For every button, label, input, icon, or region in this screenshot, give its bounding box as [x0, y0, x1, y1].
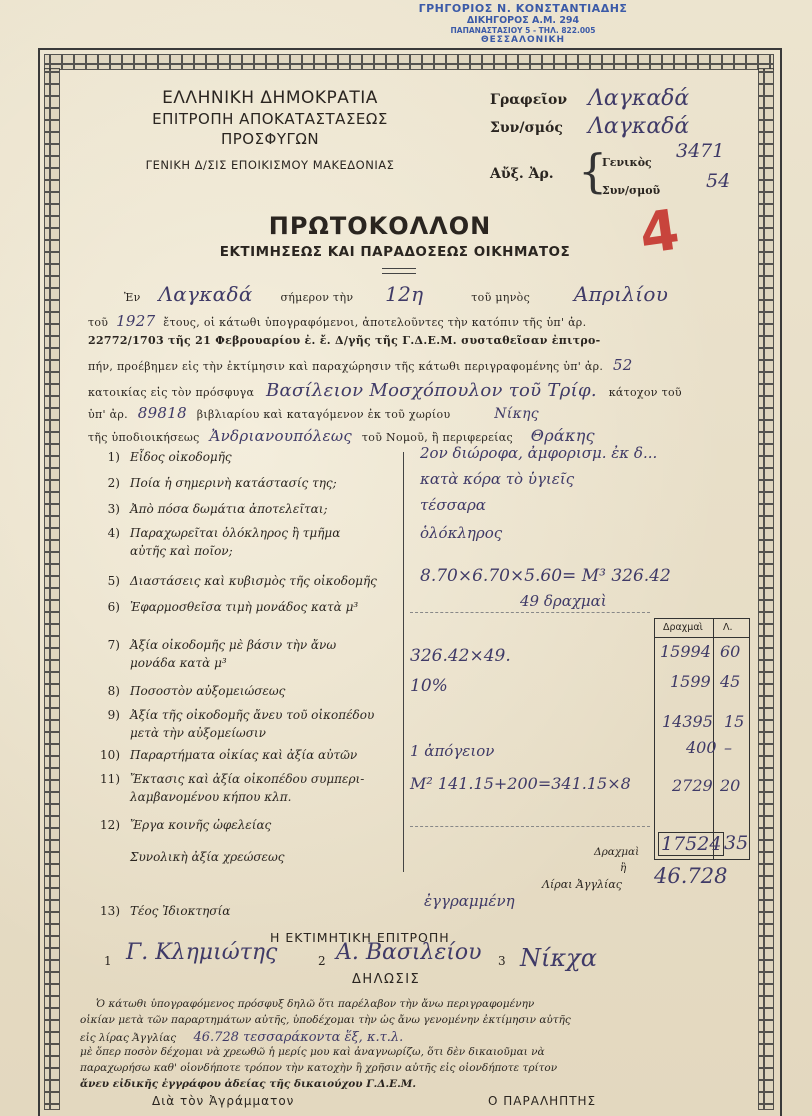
item-number: 8): [107, 684, 120, 698]
item-label-cont: μετὰ τὴν αὐξομείωσιν: [130, 726, 266, 740]
item-row-8: [96, 684, 285, 698]
header-line-4: ΓΕΝΙΚΗ Δ/ΣΙΣ ΕΠΟΙΚΙΣΜΟΥ ΜΑΚΕΔΟΝΙΑΣ: [145, 158, 395, 172]
cooperative-value: Λαγκαδά: [588, 114, 690, 139]
issuer-header: [100, 88, 440, 172]
item-row-12: [96, 818, 271, 832]
red-pencil-mark: 4: [635, 197, 684, 268]
preamble-place: Λαγκαδά: [158, 282, 253, 306]
item-number: 3): [107, 502, 120, 516]
item-label-cont: αὐτῆς καὶ ποῖον;: [130, 544, 233, 558]
item-number: 4): [107, 526, 120, 540]
item-number: 7): [107, 638, 120, 652]
item-value-11: Μ² 141.15+200=341.15×8: [410, 774, 631, 793]
item-value-7: 326.42×49.: [410, 646, 511, 666]
office-value: Λαγκαδά: [588, 86, 690, 111]
stamp-line-4: ΘΕΣΣΑΛΟΝΙΚΗ: [480, 35, 566, 45]
declaration-title: ΔΗΛΩΣΙΣ: [352, 972, 421, 987]
meander-border-left: [44, 68, 60, 1110]
preamble-line-7-mid: τοῦ Νομοῦ, ἢ περιφερείας: [361, 431, 513, 444]
amount-l-2: 45: [720, 672, 741, 691]
item-label: Ἔργα κοινῆς ὠφελείας: [130, 818, 272, 832]
preamble-line-4-text: πήν, προέβημεν εἰς τὴν ἐκτίμησιν καὶ παραχώρησιν τῆς κάτωθι περιγραφομένης ὑπ' ἀρ.: [88, 360, 604, 373]
preamble-line-6-pre: ὑπ' ἀρ.: [88, 408, 128, 421]
cooperative-label: Συν/σμός: [490, 120, 563, 136]
item-number: 10): [100, 748, 120, 762]
item-label: Ἐφαρμοσθεῖσα τιμὴ μονάδος κατὰ μ³: [130, 600, 359, 614]
signature-number-2: 2: [318, 954, 326, 968]
amount-l-4: –: [724, 738, 732, 757]
item-value-6: 49 δραχμαὶ: [520, 592, 607, 610]
pounds-value: 46.728: [654, 864, 728, 888]
declaration-line-3: [80, 1030, 760, 1045]
item-value-1: 2ον διώροφα, ἀμφορισμ. ἐκ δ...: [420, 444, 658, 462]
amount-dr-5: 2729: [672, 776, 713, 795]
item-value-8: 10%: [410, 676, 448, 696]
amount-l-1: 60: [720, 642, 741, 661]
preamble-line-5-post: κάτοχον τοῦ: [608, 386, 682, 399]
preamble-house-no: 52: [612, 356, 633, 374]
item-row-5: [96, 574, 377, 588]
item-number: 9): [107, 708, 120, 722]
refugee-name: Βασίλειον Μοσχόπουλον τοῦ Τρίφ.: [265, 380, 597, 401]
meander-border-right: [758, 68, 774, 1110]
amount-dr-3: 14395: [662, 712, 713, 731]
stamp-line-3: ΠΑΠΑΝΑΣΤΑΣΙΟΥ 5 - ΤΗΛ. 822.005: [450, 26, 596, 35]
item-row-1: [96, 450, 232, 464]
item-value-5: 8.70×6.70×5.60= Μ³ 326.42: [420, 566, 671, 586]
coop-no-label: Συν/σμοῦ: [602, 184, 661, 197]
column-divider: [403, 452, 404, 872]
item-row-7: [96, 636, 336, 672]
item-label: Ἀξία οἰκοδομῆς μὲ βάσιν τὴν ἄνω: [130, 638, 337, 652]
booklet-number: 89818: [137, 404, 187, 422]
region-name: Θράκης: [530, 426, 595, 445]
brace-icon: {: [578, 144, 608, 198]
preamble-line-3: 22772/1703 τῆς 21 Φεβρουαρίου ἐ. ἔ. Δ/γῆς τῆς Γ.Δ.Ε.Μ. συσταθεῖσαν ἐπιτρο-: [88, 334, 601, 347]
amount-dr-2: 1599: [670, 672, 711, 691]
declaration-line-5: παραχωρήσω καθ' οἱονδήποτε τρόπον τὴν κατοχὴν ἢ χρῆσιν αὐτῆς εἰς οἱονδήποτε τρίτον: [80, 1062, 558, 1074]
item-number: 2): [107, 476, 120, 490]
lawyer-stamp: [408, 2, 638, 45]
amount-dr-4: 400: [686, 738, 717, 757]
preamble-line-5: [88, 380, 682, 401]
dotted-rule: [410, 612, 650, 613]
serial-label: Αὔξ. Ἀρ.: [490, 166, 554, 182]
document-title: ΠΡΩΤΟΚΟΛΛΟΝ: [268, 212, 492, 240]
committee-title: Η ΕΚΤΙΜΗΤΙΚΗ ΕΠΙΤΡΟΠΗ: [270, 930, 450, 945]
drachmas-label: Δραχμαὶ: [594, 846, 640, 858]
signature-number-3: 3: [498, 954, 506, 968]
preamble-line-2-text: ἔτους, οἱ κάτωθι ὑπογραφόμενοι, ἀποτελοῦντες τὴν κατόπιν τῆς ὑπ' ἀρ.: [163, 316, 587, 329]
signature-2: Α. Βασιλείου: [336, 940, 482, 965]
item-value-2: κατὰ κόρα τὸ ὑγιεῖς: [420, 470, 575, 488]
item-row-10: [96, 748, 357, 762]
document-subtitle: ΕΚΤΙΜΗΣΕΩΣ ΚΑΙ ΠΑΡΑΔΟΣΕΩΣ ΟΙΚΗΜΑΤΟΣ: [219, 244, 571, 260]
office-label: Γραφεῖον: [490, 92, 568, 108]
amount-dr-1: 15994: [660, 642, 711, 661]
item-label: Ἀπὸ πόσα δωμάτια ἀποτελεῖται;: [130, 502, 328, 516]
preamble-en: Ἐν: [124, 291, 141, 304]
declaration-line-4: μὲ ὅπερ ποσὸν δέχομαι νὰ χρεωθῶ ἡ μερίς μου καὶ ἀναγνωρίζω, ὅτι δὲν δικαιοῦμαι νὰ: [80, 1046, 545, 1058]
item-row-2: [96, 476, 337, 490]
dotted-rule: [410, 826, 650, 827]
amount-l-5: 20: [720, 776, 741, 795]
item-number: 13): [100, 904, 120, 918]
item-label-cont: μονάδα κατὰ μ³: [130, 656, 227, 670]
item-label: Εἶδος οἰκοδομῆς: [130, 450, 232, 464]
preamble-year: 1927: [116, 312, 156, 330]
item-label: Ποσοστὸν αὐξομειώσεως: [130, 684, 286, 698]
meander-border-top: [44, 54, 774, 70]
item-row-9: [96, 706, 374, 742]
preamble-line-7: [88, 426, 595, 445]
coop-no-value: 54: [706, 170, 731, 192]
preamble-line-2: [88, 312, 586, 330]
title-ornament: [382, 268, 416, 274]
preamble-line-4: [88, 356, 633, 374]
signature-number-1: 1: [104, 954, 112, 968]
general-value: 3471: [676, 140, 725, 162]
col-lepta-header: Λ.: [723, 622, 733, 633]
preamble-line-5-pre: κατοικίας εἰς τὸν πρόσφυγα: [88, 386, 255, 399]
item-label: Παραχωρεῖται ὁλόκληρος ἢ τμῆμα: [130, 526, 341, 540]
item-number: 12): [100, 818, 120, 832]
item-row-3: [96, 502, 328, 516]
item-value-10: 1 ἀπόγειον: [410, 742, 495, 760]
signature-3: Νίκχα: [520, 944, 597, 972]
preamble-month: Απριλίου: [573, 282, 669, 306]
item-value-3: τέσσαρα: [420, 496, 486, 514]
signature-1: Γ. Κλημιώτης: [126, 940, 278, 965]
total-drachmas: 17524: [658, 832, 724, 856]
item-number: 1): [107, 450, 120, 464]
footer-recipient-label: Ο ΠΑΡΑΛΗΠΤΗΣ: [488, 1094, 597, 1108]
total-lepta: 35: [724, 832, 749, 854]
item-row-6: [96, 600, 358, 614]
item-label: Τέος Ἰδιοκτησία: [130, 904, 231, 918]
item-label: Ἀξία τῆς οἰκοδομῆς ἄνευ τοῦ οἰκοπέδου: [130, 708, 375, 722]
preamble-tou: τοῦ: [88, 316, 109, 329]
item-number: 11): [100, 772, 120, 786]
declaration-line-2: οἰκίαν μετὰ τῶν παραρτημάτων αὐτῆς, ὑποδέχομαι τὴν ὡς ἄνω γενομένην ἐκτίμησιν αὐτῆς: [80, 1014, 571, 1026]
item-value-4: ὁλόκληρος: [420, 524, 503, 542]
preamble-today: σήμερον τὴν: [280, 291, 354, 304]
item-number: 6): [107, 600, 120, 614]
item-row-4: [96, 524, 340, 560]
declaration-amount-words: 46.728 τεσσαράκοντα ἕξ, κ.τ.λ.: [193, 1030, 404, 1045]
general-label: Γενικὸς: [602, 156, 652, 169]
declaration-line-6: ἄνευ εἰδικῆς ἐγγράφου ἀδείας τῆς δικαιούχου Γ.Δ.Ε.Μ.: [80, 1078, 417, 1090]
preamble-line-1: [124, 282, 668, 306]
item-label-cont: λαμβανομένου κήπου κλπ.: [130, 790, 292, 804]
item-number: 5): [107, 574, 120, 588]
item-label: Παραρτήματα οἰκίας καὶ ἀξία αὐτῶν: [130, 748, 358, 762]
item-label: Ποία ἡ σημερινὴ κατάστασίς της;: [130, 476, 337, 490]
item-value-13: ἐγγραμμένη: [424, 892, 515, 910]
or-label: ἢ: [620, 862, 627, 874]
pounds-label: Λίραι Ἀγγλίας: [542, 878, 622, 891]
stamp-line-2: ΔΙΚΗΓΟΡΟΣ Α.Μ. 294: [466, 15, 580, 26]
preamble-day: 12η: [385, 282, 424, 306]
footer-illiterate-label: Διὰ τὸν Ἀγράμματον: [152, 1094, 295, 1108]
item-row-13: [96, 904, 230, 918]
declaration-line-1: Ὁ κάτωθι ὑπογραφόμενος πρόσφυξ δηλῶ ὅτι παρέλαβον τὴν ἄνω περιγραφομένην: [96, 998, 535, 1010]
item-row-11: [96, 770, 364, 806]
preamble-month-word: τοῦ μηνὸς: [471, 291, 531, 304]
amounts-header: [655, 619, 749, 638]
stamp-line-1: ΓΡΗΓΟΡΙΟΣ Ν. ΚΟΝΣΤΑΝΤΙΑΔΗΣ: [418, 2, 628, 15]
preamble-line-6: [88, 404, 539, 422]
item-label: Ἔκτασις καὶ ἀξία οἰκοπέδου συμπερι-: [130, 772, 365, 786]
col-drachmas-header: Δραχμαὶ: [663, 622, 703, 633]
header-line-1: ΕΛΛΗΝΙΚΗ ΔΗΜΟΚΡΑΤΙΑ: [162, 88, 378, 108]
declaration-line-3-pre: εἰς λίρας Ἀγγλίας: [80, 1032, 177, 1044]
item-label: Διαστάσεις καὶ κυβισμὸς τῆς οἰκοδομῆς: [130, 574, 377, 588]
subdistrict-name: Ἀνδριανουπόλεως: [209, 427, 353, 445]
header-line-2: ΕΠΙΤΡΟΠΗ ΑΠΟΚΑΤΑΣΤΑΣΕΩΣ: [152, 110, 388, 128]
amount-l-3: 15: [724, 712, 745, 731]
header-line-3: ΠΡΟΣΦΥΓΩΝ: [220, 130, 320, 148]
preamble-line-6-post: βιβλιαρίου καὶ καταγόμενον ἐκ τοῦ χωρίου: [196, 408, 451, 421]
village-name: Νίκης: [494, 406, 539, 422]
total-label: Συνολικὴ ἀξία χρεώσεως: [130, 850, 285, 864]
preamble-line-7-pre: τῆς ὑποδιοικήσεως: [88, 431, 200, 444]
